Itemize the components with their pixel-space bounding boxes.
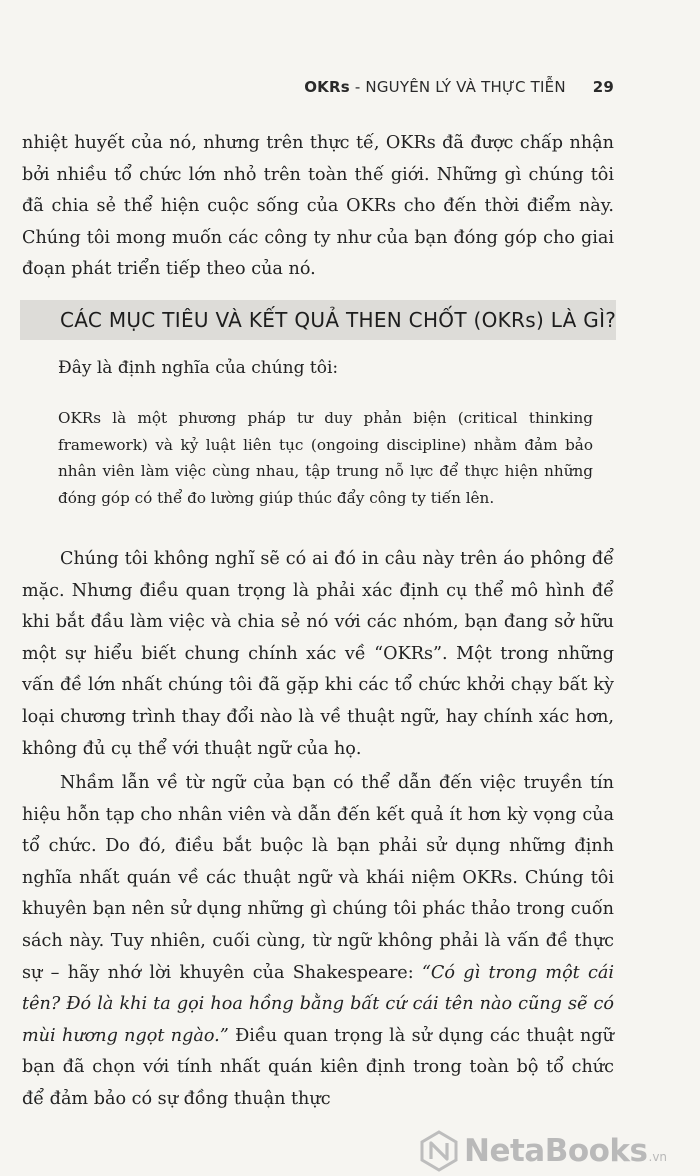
shakespeare-quote: “Có gì trong một cái tên? Đó là khi ta gọi hoa hồng bằng bất cứ cái tên nào cũng sẽ có mùi hương ngọt ngào.” [22,962,615,1046]
body-paragraph-2: Chúng tôi không nghĩ sẽ có ai đó in câu này trên áo phông để mặc. Nhưng điều quan trọng là phải xác định cụ thể mô hình để khi bắt đầu làm việc và chia sẻ nó với các nhóm, bạn đang sở hữu một sự hiểu biết chung chính xác về “OKRs”. Một trong những vấn đề lớn nhất chúng tôi đã gặp khi các tổ chức khởi chạy bất kỳ loại chương trình thay đổi nào là về thuật ngữ, hay chính xác hơn, không đủ cụ thể với thuật ngữ của họ. [22,549,614,759]
section-heading-band [20,300,616,340]
paragraph-3-text-start: Nhầm lẫn về từ ngữ của bạn có thể dẫn đến việc truyền tín hiệu hỗn tạp cho nhân viên và dẫn đến kết quả ít hơn kỳ vọng của tổ chức. Do đó, điều bắt buộc là bạn phải sử dụng những định nghĩa nhất quán về các thuật ngữ và khái niệm OKRs. Chúng tôi khuyên bạn nên sử dụng những gì chúng tôi phác thảo trong cuốn sách này. Tuy nhiên, cuối cùng, từ ngữ không phải là vấn đề thực sự – hãy nhớ lời khuyên của Shakespeare: [22,773,614,983]
paragraph-3-text-end: Điều quan trọng là sử dụng các thuật ngữ bạn đã chọn với tính nhất quán kiên định trong toàn bộ tổ chức để đảm bảo có sự đồng thuận thực [22,1025,614,1109]
page-number: 29 [592,78,614,96]
body-paragraph-1: nhiệt huyết của nó, nhưng trên thực tế, OKRs đã được chấp nhận bởi nhiều tổ chức lớn nhỏ trên toàn thế giới. Những gì chúng tôi đã chia sẻ thể hiện cuộc sống của OKRs cho đến thời điểm này. Chúng tôi mong muốn các công ty như của bạn đóng góp cho giai đoạn phát triển tiếp theo của nó. [22,133,614,280]
definition-intro: Đây là định nghĩa của chúng tôi: [58,358,339,378]
body-paragraph-3 [22,768,614,1116]
netabooks-watermark [418,1130,667,1172]
header-chapter-title: - NGUYÊN LÝ VÀ THỰC TIỄN [354,78,566,96]
netabooks-logo-icon [418,1130,460,1172]
watermark-domain: .vn [648,1150,668,1164]
watermark-brand: NetaBooks [464,1133,648,1169]
okr-definition: OKRs là một phương pháp tư duy phản biện (critical thinking framework) và kỷ luật liên tục (ongoing discipline) nhằm đảm bảo nhân viên làm việc cùng nhau, tập trung nỗ lực để thực hiện những đóng góp có thể đo lường giúp thúc đẩy công ty tiến lên. [58,409,593,507]
running-header [304,78,614,96]
header-book-title: OKRs [304,78,350,96]
section-heading: CÁC MỤC TIÊU VÀ KẾT QUẢ THEN CHỐT (OKRs) LÀ GÌ? [60,308,617,332]
